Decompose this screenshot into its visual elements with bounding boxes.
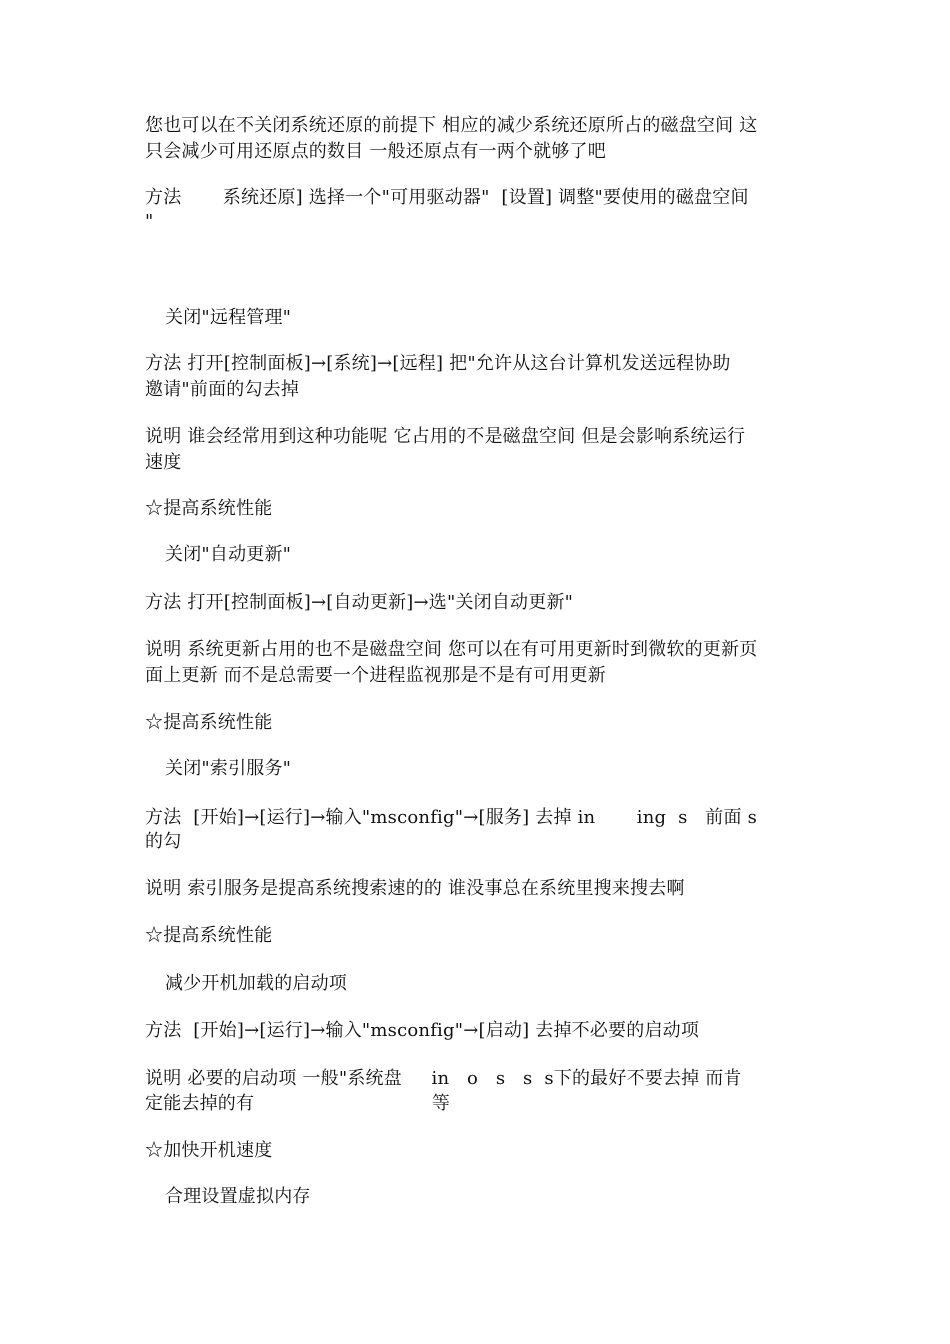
- category-label: ☆加快开机速度: [145, 1140, 273, 1161]
- text-line: 说明 索引服务是提高系统搜索速的的 谁没事总在系统里搜来搜去啊: [145, 878, 685, 899]
- text-line: 您也可以在不关闭系统还原的前提下 相应的减少系统还原所占的磁盘空间 这: [145, 115, 758, 136]
- text-line: 只会减少可用还原点的数目 一般还原点有一两个就够了吧: [145, 141, 606, 162]
- section-heading: 关闭"索引服务": [165, 758, 292, 779]
- text-line: 邀请"前面的勾去掉: [145, 379, 300, 400]
- section-heading: 关闭"自动更新": [165, 544, 292, 565]
- text-line: 速度: [145, 452, 182, 473]
- section-heading: 合理设置虚拟内存: [165, 1186, 311, 1207]
- text-line: 面上更新 而不是总需要一个进程监视那是不是有可用更新: [145, 665, 606, 686]
- text-line: 说明 谁会经常用到这种功能呢 它占用的不是磁盘空间 但是会影响系统运行: [145, 426, 746, 447]
- category-label: ☆提高系统性能: [145, 712, 273, 733]
- text-line: 说明 系统更新占用的也不是磁盘空间 您可以在有可用更新时到微软的更新页: [145, 639, 758, 660]
- text-line: 方法 打开[控制面板]→[自动更新]→选"关闭自动更新": [145, 592, 574, 613]
- text-line: 定能去掉的有 等: [145, 1093, 451, 1114]
- text-line: 方法 系统还原] 选择一个"可用驱动器" [设置] 调整"要使用的磁盘空间: [145, 187, 749, 208]
- text-line: 的勾: [145, 831, 182, 852]
- text-line: 说明 必要的启动项 一般"系统盘 in o s s s下的最好不要去掉 而肯: [145, 1068, 742, 1089]
- text-line: ": [145, 211, 154, 232]
- section-heading: 减少开机加载的启动项: [165, 973, 347, 994]
- category-label: ☆提高系统性能: [145, 925, 273, 946]
- section-heading: 关闭"远程管理": [165, 307, 292, 328]
- text-line: 方法 打开[控制面板]→[系统]→[远程] 把"允许从这台计算机发送远程协助: [145, 353, 731, 374]
- category-label: ☆提高系统性能: [145, 498, 273, 519]
- text-line: 方法 [开始]→[运行]→输入"msconfig"→[服务] 去掉 in ing s 前面 s: [145, 807, 758, 828]
- text-line: 方法 [开始]→[运行]→输入"msconfig"→[启动] 去掉不必要的启动项: [145, 1020, 700, 1041]
